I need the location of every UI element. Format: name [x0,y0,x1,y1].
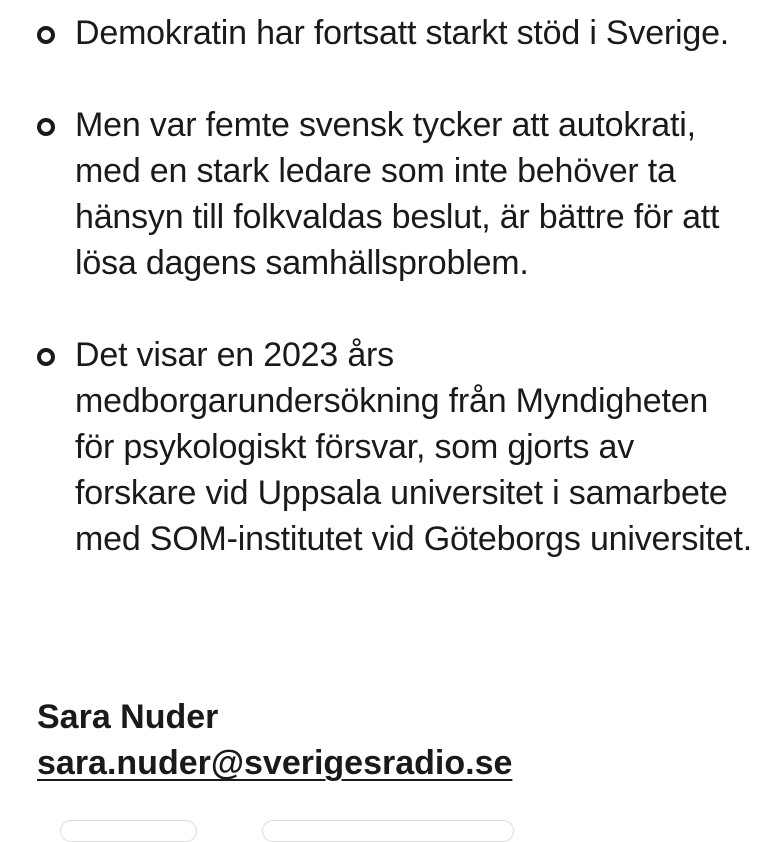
summary-item-text: Demokratin har fortsatt starkt stöd i Sverige. [75,14,730,52]
author-email-link[interactable]: sara.nuder@sverigesradio.se [37,744,513,782]
summary-item [0,10,783,56]
author-name: Sara Nuder [37,698,219,736]
bottom-button[interactable] [60,820,197,842]
summary-list [0,10,783,608]
author-block [37,694,512,786]
summary-item [0,102,783,286]
bullet-icon [37,118,55,136]
bullet-icon [37,26,55,44]
summary-item-text: Det visar en 2023 års medborgarundersökning från Myndigheten för psykologiskt försvar, som gjorts av forskare vid Uppsala universitet i samarbete med SOM-institutet vid Göteborgs universitet. [75,336,752,558]
summary-item-text: Men var femte svensk tycker att autokrati, med en stark ledare som inte behöver ta hänsyn till folkvaldas beslut, är bättre för att lösa dagens samhällsproblem. [75,106,720,282]
summary-item [0,332,783,562]
bullet-icon [37,348,55,366]
bottom-button[interactable] [262,820,514,842]
